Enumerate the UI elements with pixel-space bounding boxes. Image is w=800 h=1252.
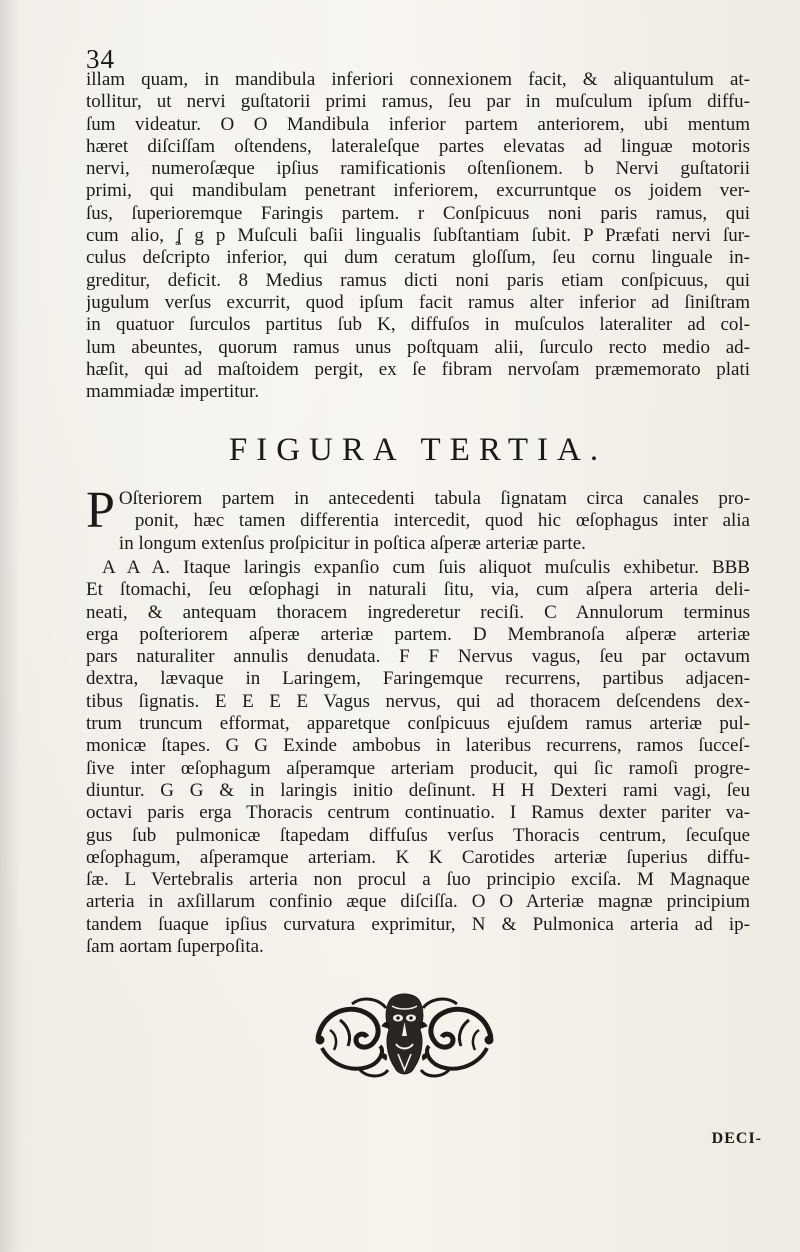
text-line: Oſteriorem partem in antecedenti tabula ſignatam circa canales pro- (118, 488, 750, 509)
text-line: tollitur, ut nervi guſtatorii primi ramus, ſeu par in muſculum ipſum diffu- (86, 91, 750, 113)
drop-cap: P (86, 482, 115, 539)
text-line: jugulum verſus excurrit, quod ipſum facit ramus alter inferior ad ſiniſtram (86, 291, 750, 313)
text-line: illam quam, in mandibula inferiori connexionem facit, & aliquantulum at- (86, 69, 750, 90)
text-line: hæret diſciſſam oſtendens, lateraleſque partes elevatas ad linguæ motoris (86, 135, 750, 157)
text-line: in quatuor ſurculos partitus ſub K, diffuſos in muſculos lateraliter ad col- (86, 314, 750, 336)
text-line: primi, qui mandibulam penetrant inferiorem, excurruntque os joidem ver- (86, 180, 750, 202)
text-line: monicæ ſtapes. G G Exinde ambobus in lateribus recurrens, ramos ſucceſ- (86, 735, 750, 757)
text-line: hæſit, qui ad maſtoidem pergit, ex ſe fibram nervoſam præmemorato plati (86, 358, 750, 380)
text-line: culus deſcripto inferior, qui dum ceratum gloſſum, ſeu cornu linguale in- (86, 247, 750, 269)
text-line: arteria in axſillarum confinio æque diſciſſa. O O Arteriæ magnæ principium (86, 891, 750, 913)
text-line: Et ſtomachi, ſeu œſophagi in naturali ſitu, via, cum aſpera arteria deli- (86, 579, 750, 601)
text-line: in longum extenſus proſpicitur in poſtica aſperæ arteriæ parte. (118, 532, 586, 554)
text-line: trum truncum efformat, apparetque conſpicuus ejuſdem ramus arteriæ pul- (86, 713, 750, 735)
text-line: lum abeuntes, quorum ramus unus poſtquam alii, ſurculo recto medio ad- (86, 336, 750, 358)
spine-shadow (0, 0, 20, 1252)
text-line: diuntur. G G & in laringis initio deſinunt. H H Dexteri rami vagi, ſeu (86, 779, 750, 801)
text-line: dextra, lævaque in Laringem, Faringemque recurrens, partibus adjacen- (86, 668, 750, 690)
text-line: ſive inter œſophagum aſperamque arteriam producit, qui ſic ramoſi progre- (86, 757, 750, 779)
text-line: ſum videatur. O O Mandibula inferior partem anteriorem, ubi mentum (86, 113, 750, 135)
section-heading: FIGURA TERTIA. (228, 432, 608, 468)
text-line: greditur, deficit. 8 Medius ramus dicti noni paris etiam conſpicuus, qui (86, 269, 750, 291)
grotesque-mask-ornament-icon (312, 990, 497, 1085)
text-line: ſam aortam ſuperpoſita. (86, 936, 264, 958)
text-line: nervi, numeroſæque ipſius ramificationis oſtenſionem. b Nervi guſtatorii (86, 158, 750, 180)
catchword: DECI- (711, 1130, 762, 1147)
text-line: neati, & antequam thoracem ingrederetur reciſi. C Annulorum terminus (86, 601, 750, 623)
text-line: œſophagum, aſperamque arteriam. K K Carotides arteriæ ſuperius diffu- (86, 846, 750, 868)
text-line: mammiadæ impertitur. (86, 381, 260, 403)
paragraph-figura-tertia-legend (86, 557, 750, 958)
text-line: ſæ. L Vertebralis arteria non procul a ſuo principio exciſa. M Magnaque (86, 869, 750, 891)
text-line: erga poſteriorem aſperæ arteriæ partem. D Membranoſa aſperæ arteriæ (86, 623, 750, 645)
text-line: pars naturaliter annulis denudata. F F Nervus vagus, ſeu par octavum (86, 646, 750, 668)
text-line: A A A. Itaque laringis expanſio cum ſuis aliquot muſculis exhibetur. BBB (102, 557, 750, 578)
text-line: octavi paris erga Thoracis centrum continuatio. I Ramus dexter pariter va- (86, 802, 750, 824)
text-line: ponit, hæc tamen differentia intercedit, quod hic œſophagus inter alia (134, 510, 750, 532)
text-line: cum alio, ʆ g p Muſculi baſii lingualis ſubſtantiam ſubit. P Præfati nervi ſur- (86, 225, 750, 247)
paragraph-figura-tertia-intro (86, 482, 750, 555)
text-line: gus ſub pulmonicæ ſtapedam diffuſus verſus Thoracis centrum, ſecuſque (86, 824, 750, 846)
text-line: tibus ſignatis. E E E E Vagus nervus, qui ad thoracem deſcendens dex- (86, 690, 750, 712)
text-line: ſus, ſuperioremque Faringis partem. r Conſpicuus noni paris ramus, qui (86, 202, 750, 224)
page-number: 34 (86, 44, 115, 74)
text-line: tandem ſuaque ipſius curvatura exprimitur, N & Pulmonica arteria ad ip- (86, 913, 750, 935)
paragraph-figure-secunda-continuation (86, 69, 750, 403)
